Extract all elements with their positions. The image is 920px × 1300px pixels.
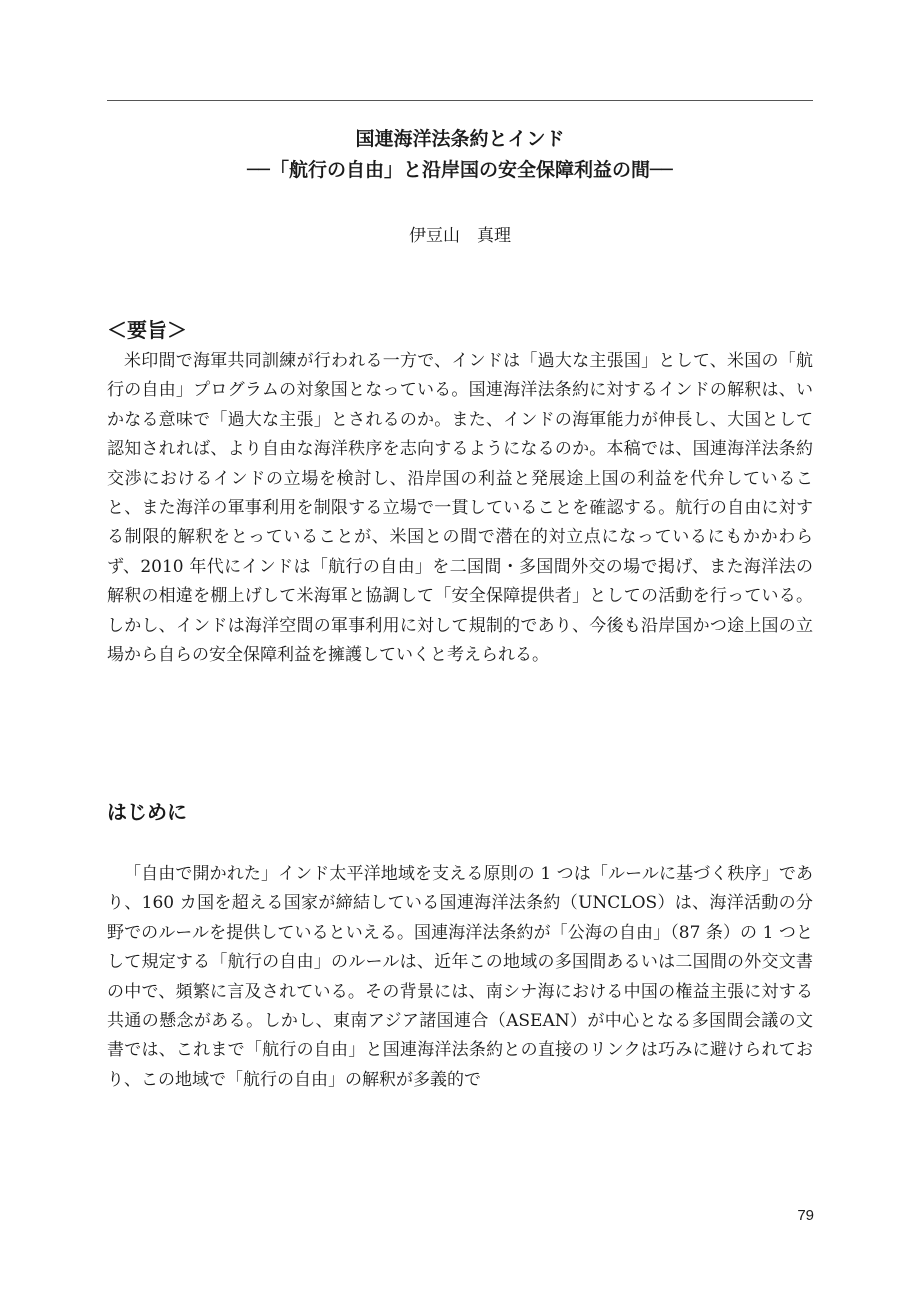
author-name: 伊豆山 真理 [409, 226, 511, 246]
introduction-heading: はじめに [107, 800, 187, 824]
article-title: 国連海洋法条約とインド [355, 128, 565, 150]
abstract-heading: ＜要旨＞ [107, 318, 187, 342]
article-subtitle: ──「航行の自由」と沿岸国の安全保障利益の間── [247, 159, 673, 181]
header-rule [107, 100, 813, 101]
abstract-body: 米印間で海軍共同訓練が行われる一方で、インドは「過大な主張国」として、米国の「航行の自由」プログラムの対象国となっている。国連海洋法条約に対するインドの解釈は、いかなる意味で「過大な主張」とされるのか。また、インドの海軍能力が伸長し、大国として認知されれば、より自由な海洋秩序を志向するようになるのか。本稿では、国連海洋法条約交渉におけるインドの立場を検討し、沿岸国の利益と発展途上国の利益を代弁していること、また海洋の軍事利用を制限する立場で一貫していることを確認する。航行の自由に対する制限的解釈をとっていることが、米国との間で潜在的対立点になっているにもかかわらず、2010 年代にインドは「航行の自由」を二国間・多国間外交の場で掲げ、また海洋法の解釈の相違を棚上げして米海軍と協調して「安全保障提供者」としての活動を行っている。しかし、インドは海洋空間の軍事利用に対して規制的であり、今後も沿岸国かつ途上国の立場から自らの安全保障利益を擁護していくと考えられる。 [107, 351, 813, 666]
introduction-body: 「自由で開かれた」インド太平洋地域を支える原則の 1 つは「ルールに基づく秩序」であり、160 カ国を超える国家が締結している国連海洋法条約（UNCLOS）は、海洋活動の分野でのルールを提供しているといえる。国連海洋法条約が「公海の自由」（87 条）の 1 つとして規定する「航行の自由」のルールは、近年この地域の多国間あるいは二国間の外交文書の中で、頻繁に言及されている。その背景には、南シナ海における中国の権益主張に対する共通の懸念がある。しかし、東南アジア諸国連合（ASEAN）が中心となる多国間会議の文書では、これまで「航行の自由」と国連海洋法条約との直接のリンクは巧みに避けられており、この地域で「航行の自由」の解釈が多義的で [107, 864, 813, 1090]
page-number: 79 [797, 1207, 814, 1224]
